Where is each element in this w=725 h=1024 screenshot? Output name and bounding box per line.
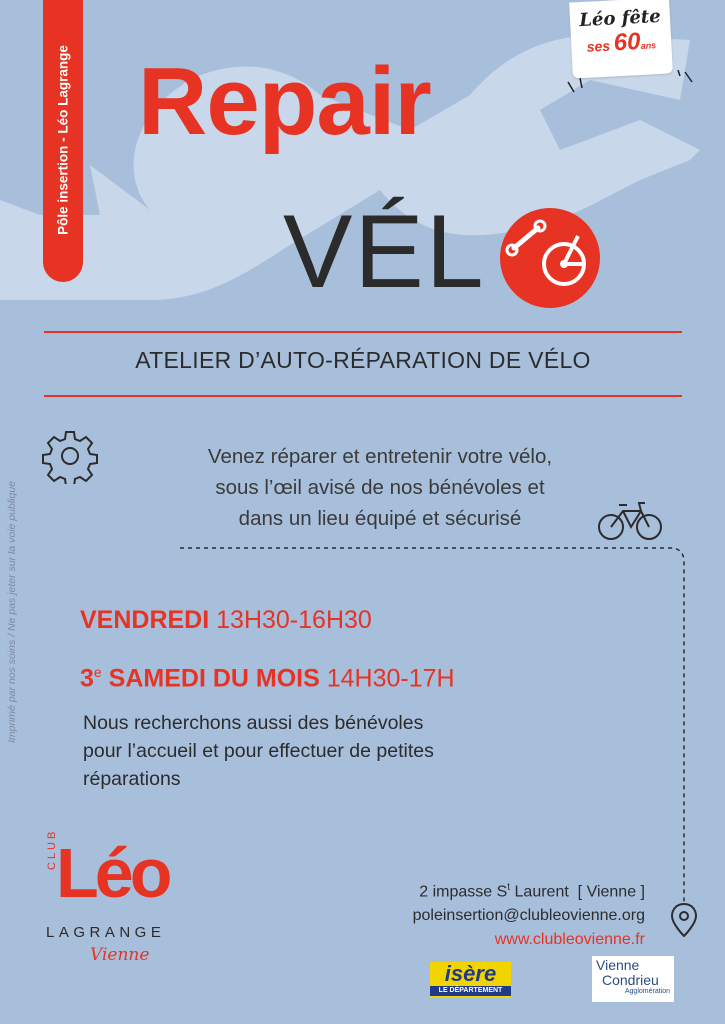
logo-vienne: Vienne (90, 945, 150, 965)
street-sup: t (507, 882, 511, 893)
ribbon-text: Pôle insertion - Léo Lagrange (55, 45, 71, 235)
volunteer-line: Nous recherchons aussi des bénévoles (83, 712, 424, 734)
vienne-condrieu-logo (592, 956, 674, 1002)
street-part: 2 impasse S (419, 883, 508, 901)
vc-line3: Agglomération (624, 988, 670, 995)
street-address (413, 876, 645, 904)
street-rest: Laurent [ Vienne ] (510, 883, 645, 901)
saturday-number: 3 (80, 664, 94, 693)
badge-ans: ans (640, 40, 657, 51)
subtitle: ATELIER D’AUTO-RÉPARATION DE VÉLO (135, 347, 591, 373)
saturday-time: 14H30-17H (326, 664, 455, 693)
vc-line2: Condrieu (602, 972, 659, 988)
intro-line: dans un lieu équipé et sécurisé (238, 507, 522, 530)
hours-friday (80, 594, 455, 646)
friday-label: VENDREDI (80, 606, 210, 634)
title-velo: VÉL (283, 194, 486, 310)
volunteer-text (83, 709, 553, 793)
badge-number: 60 (613, 28, 642, 57)
contact-block (413, 876, 645, 952)
logo-leo: Léo (56, 834, 169, 912)
logo-lagrange: LAGRANGE (46, 924, 166, 941)
print-note: Imprimé par nos soins / Ne pas jeter sur la voie publique (6, 480, 18, 744)
isere-name: isère (444, 961, 497, 986)
badge-line1: Léo fête (578, 5, 662, 32)
volunteer-line: réparations (83, 768, 181, 790)
badge-ses: ses (586, 37, 611, 55)
volunteer-line: pour l’accueil et pour effectuer de petites (83, 740, 434, 762)
logo-club: CLUB (46, 828, 58, 870)
intro-line: sous l’œil avisé de nos bénévoles et (215, 476, 545, 499)
intro-line: Venez réparer et entretenir votre vélo, (207, 445, 553, 468)
friday-time: 13H30-16H30 (216, 606, 372, 634)
isere-logo (430, 962, 511, 998)
saturday-sup: e (93, 664, 102, 680)
email-link[interactable]: poleinsertion@clubleovienne.org (412, 907, 645, 925)
isere-sub: LE DÉPARTEMENT (430, 986, 511, 996)
vc-line1: Vienne (596, 957, 640, 973)
hours-saturday (80, 646, 455, 704)
title-repair: Repair (138, 48, 431, 155)
website-link[interactable]: www.clubleovienne.fr (494, 931, 645, 949)
saturday-label: SAMEDI DU MOIS (108, 664, 320, 693)
opening-hours (80, 594, 455, 704)
location-pin-icon (670, 902, 698, 938)
